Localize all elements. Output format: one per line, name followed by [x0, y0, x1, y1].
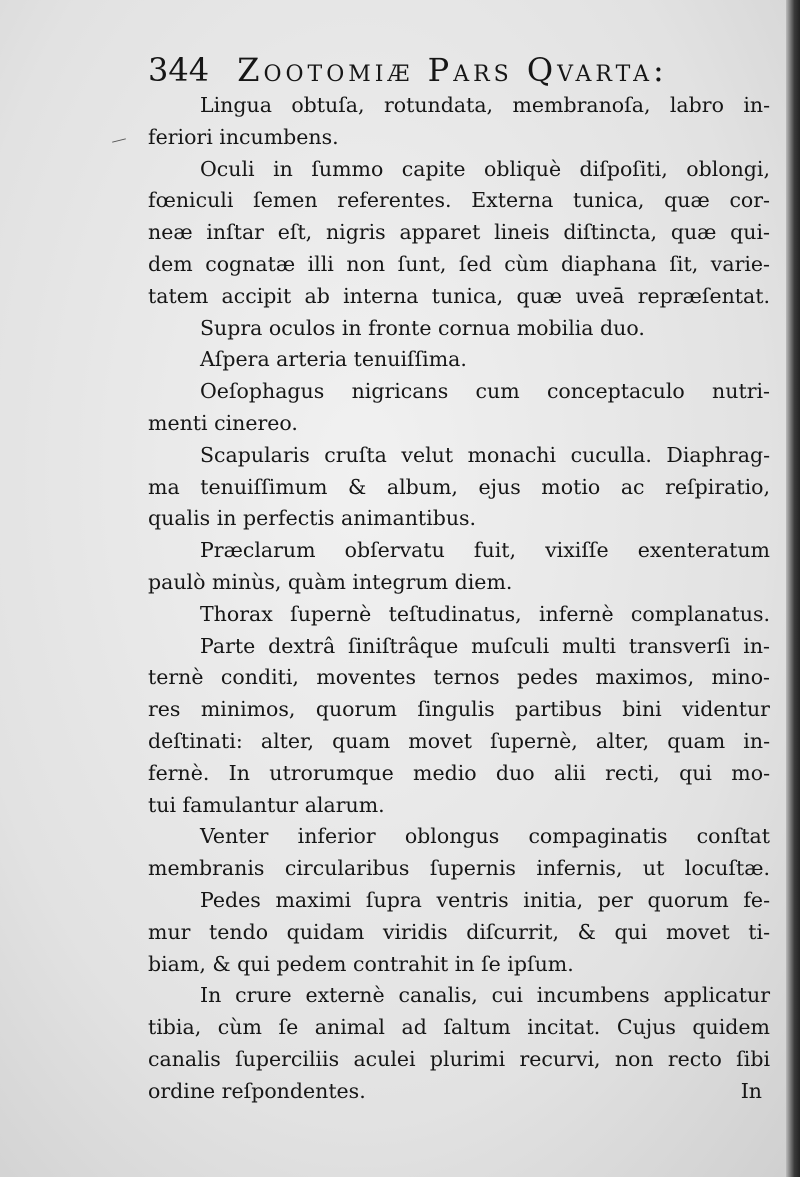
text-line: ma tenuiſſimum & album, ejus motio ac reſpiratio,	[148, 474, 770, 499]
text-line: Venter inferior oblongus compaginatis conſtat	[200, 824, 770, 849]
text-line: res minimos, quorum ſingulis partibus bini videntur	[148, 697, 770, 722]
text-line: tui famulantur alarum.	[148, 792, 385, 817]
text-line: Aſpera arteria tenuiſſima.	[200, 347, 467, 372]
text-line: Thorax ſupernè teſtudinatus, infernè complanatus.	[200, 601, 770, 626]
text-line: Supra oculos in fronte cornua mobilia duo.	[200, 315, 645, 340]
running-title: Zootomiæ Pars Qvarta:	[237, 51, 668, 89]
text-line: fœniculi ſemen referentes. Externa tunica, quæ cor-	[148, 188, 770, 213]
text-line: Oeſophagus nigricans cum conceptaculo nutri-	[200, 379, 770, 404]
running-header	[148, 46, 748, 94]
text-line: In crure externè canalis, cui incumbens applicatur	[200, 983, 770, 1008]
text-line: tibia, cùm ſe animal ad ſaltum incitat. Cujus quidem	[148, 1015, 770, 1040]
text-line: qualis in perfectis animantibus.	[148, 506, 477, 531]
text-line: Scapularis cruſta velut monachi cuculla. Diaphrag-	[200, 442, 770, 467]
page-number: 344	[148, 51, 210, 89]
text-line: biam, & qui pedem contrahit in ſe ipſum.	[148, 951, 574, 976]
text-line: menti cinereo.	[148, 410, 298, 435]
text-line: membranis circularibus ſupernis infernis, ut locuſtæ.	[148, 856, 770, 881]
text-line: Oculi in ſummo capite obliquè diſpoſiti, oblongi,	[200, 156, 770, 181]
text-line: Præclarum obſervatu fuit, vixiſſe exenteratum	[200, 538, 770, 563]
margin-mark	[112, 138, 126, 142]
text-line: ordine reſpondentes.	[148, 1078, 366, 1103]
text-line: paulò minùs, quàm integrum diem.	[148, 569, 513, 594]
text-line: tatem accipit ab interna tunica, quæ uveā repræſentat.	[148, 283, 770, 308]
binding-gutter	[786, 0, 800, 1177]
text-line: Pedes maximi ſupra ventris initia, per quorum fe-	[200, 887, 770, 912]
text-line: Lingua obtuſa, rotundata, membranoſa, labro in-	[200, 93, 770, 117]
last-line	[148, 1076, 770, 1108]
text-line: fernè. In utrorumque medio duo alii recti, qui mo-	[148, 760, 770, 785]
text-line: mur tendo quidam viridis diſcurrit, & qui movet ti-	[148, 919, 770, 944]
text-line: dem cognatæ illi non ſunt, ſed cùm diaphana ſit, varie-	[148, 251, 770, 276]
text-block	[148, 90, 770, 1108]
text-line: feriori incumbens.	[148, 124, 339, 149]
text-line: neæ inſtar eſt, nigris apparet lineis diſtincta, quæ qui-	[148, 220, 770, 245]
text-line: canalis ſuperciliis aculei plurimi recurvi, non recto ſibi	[148, 1046, 770, 1071]
catchword: In	[740, 1078, 762, 1103]
text-line: Parte dextrâ ſiniſtrâque muſculi multi transverſi in-	[200, 633, 770, 658]
text-line: deſtinati: alter, quam movet ſupernè, alter, quam in-	[148, 728, 770, 753]
text-line: ternè conditi, moventes ternos pedes maximos, mino-	[148, 665, 770, 690]
